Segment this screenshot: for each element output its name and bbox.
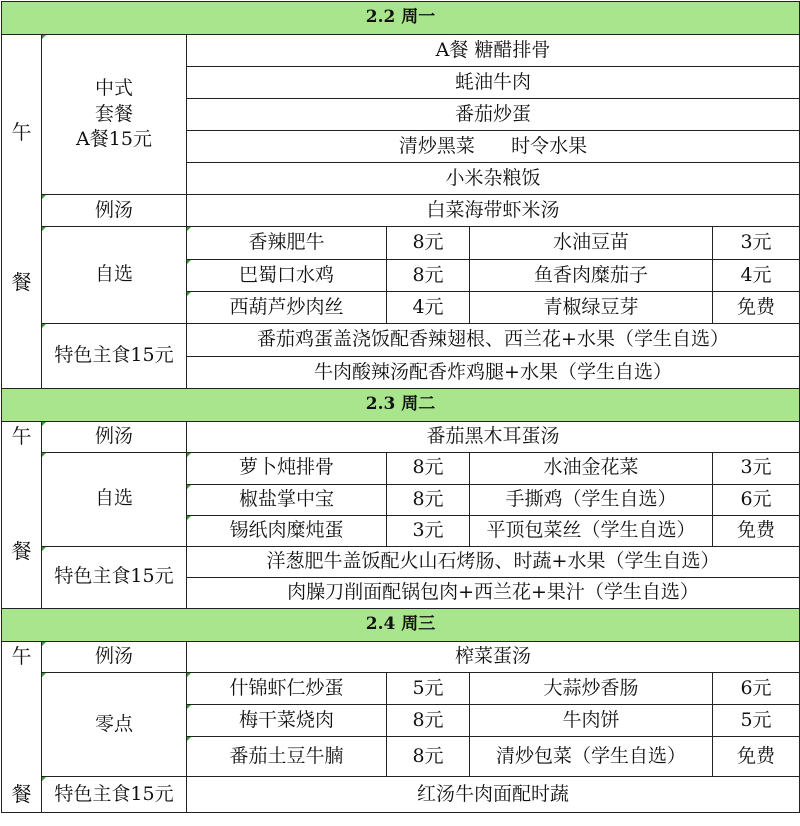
meal-label-lunch-3 (2, 642, 42, 813)
meal-label-lunch-2 (2, 422, 42, 609)
soup-value: 番茄黑木耳蛋汤 (187, 422, 800, 453)
dish-price: 免费 (713, 515, 800, 546)
dish-price: 8元 (387, 227, 470, 260)
dish-name: 青椒绿豆芽 (470, 292, 713, 324)
dish-price: 8元 (387, 705, 470, 737)
soup-label: 例汤 (42, 195, 187, 227)
set-meal-item-4: 清炒黑菜 时令水果 (187, 131, 800, 163)
dish-name: 平顶包菜丝（学生自选） (470, 515, 713, 546)
dish-price: 3元 (713, 453, 800, 485)
dish-name: 番茄土豆牛腩 (187, 737, 387, 777)
meal-label-top: 午 (11, 120, 32, 144)
meal-label-bottom: 餐 (11, 782, 32, 806)
set-meal-line-2: 套餐 (94, 102, 133, 125)
optional-label: 自选 (42, 227, 187, 324)
dish-price: 5元 (713, 705, 800, 737)
special-item-1: 红汤牛肉面配时蔬 (187, 777, 800, 813)
dish-name: 锡纸肉糜炖蛋 (187, 515, 387, 546)
soup-value: 白菜海带虾米汤 (187, 195, 800, 227)
set-meal-line-1: 中式 (94, 76, 133, 99)
dish-price: 免费 (713, 737, 800, 777)
set-meal-item-2: 蚝油牛肉 (187, 67, 800, 99)
set-meal-item-5: 小米杂粮饭 (187, 163, 800, 195)
special-label: 特色主食15元 (42, 777, 187, 813)
dish-name: 什锦虾仁炒蛋 (187, 673, 387, 705)
set-meal-line-3: A餐15元 (76, 128, 152, 151)
dish-price: 免费 (713, 292, 800, 324)
optional-label: 自选 (42, 453, 187, 547)
dish-price: 4元 (387, 292, 470, 324)
dish-name: 香辣肥牛 (187, 227, 387, 260)
special-label: 特色主食15元 (42, 546, 187, 609)
dish-name: 牛肉饼 (470, 705, 713, 737)
dish-price: 8元 (387, 260, 470, 292)
dish-name: 水油金花菜 (470, 453, 713, 485)
meal-label-lunch-1 (2, 35, 42, 389)
dish-name: 萝卜炖排骨 (187, 453, 387, 485)
meal-label-top: 午 (11, 644, 32, 668)
dish-price: 4元 (713, 260, 800, 292)
dish-price: 6元 (713, 673, 800, 705)
set-meal-item-3: 番茄炒蛋 (187, 99, 800, 131)
dish-price: 3元 (713, 227, 800, 260)
special-item-2: 肉臊刀削面配锅包肉+西兰花+果汁（学生自选） (187, 578, 800, 609)
dish-price: 6元 (713, 484, 800, 515)
dish-name: 大蒜炒香肠 (470, 673, 713, 705)
dish-price: 5元 (387, 673, 470, 705)
soup-value: 榨菜蛋汤 (187, 642, 800, 673)
day-header-2: 2.3 周二 (2, 389, 800, 422)
meal-label-bottom: 餐 (11, 539, 32, 563)
soup-label: 例汤 (42, 422, 187, 453)
dish-name: 梅干菜烧肉 (187, 705, 387, 737)
dish-name: 清炒包菜（学生自选） (470, 737, 713, 777)
special-label: 特色主食15元 (42, 324, 187, 389)
dish-name: 水油豆苗 (470, 227, 713, 260)
dish-name: 手撕鸡（学生自选） (470, 484, 713, 515)
dish-price: 3元 (387, 515, 470, 546)
special-item-2: 牛肉酸辣汤配香炸鸡腿+水果（学生自选） (187, 357, 800, 389)
special-item-1: 洋葱肥牛盖饭配火山石烤肠、时蔬+水果（学生自选） (187, 546, 800, 578)
dish-name: 鱼香肉糜茄子 (470, 260, 713, 292)
set-meal-category (42, 35, 187, 195)
dish-name: 椒盐掌中宝 (187, 484, 387, 515)
day-header-1: 2.2 周一 (2, 2, 800, 35)
dish-price: 8元 (387, 453, 470, 485)
special-item-1: 番茄鸡蛋盖浇饭配香辣翅根、西兰花+水果（学生自选） (187, 324, 800, 357)
menu-table (1, 1, 800, 813)
dish-price: 8元 (387, 484, 470, 515)
meal-label-top: 午 (11, 424, 32, 448)
dish-name: 西葫芦炒肉丝 (187, 292, 387, 324)
soup-label: 例汤 (42, 642, 187, 673)
day-header-3: 2.4 周三 (2, 609, 800, 642)
meal-label-bottom: 餐 (11, 270, 32, 294)
set-meal-item-1: A餐 糖醋排骨 (187, 35, 800, 67)
snacks-label: 零点 (42, 673, 187, 777)
dish-price: 8元 (387, 737, 470, 777)
dish-name: 巴蜀口水鸡 (187, 260, 387, 292)
